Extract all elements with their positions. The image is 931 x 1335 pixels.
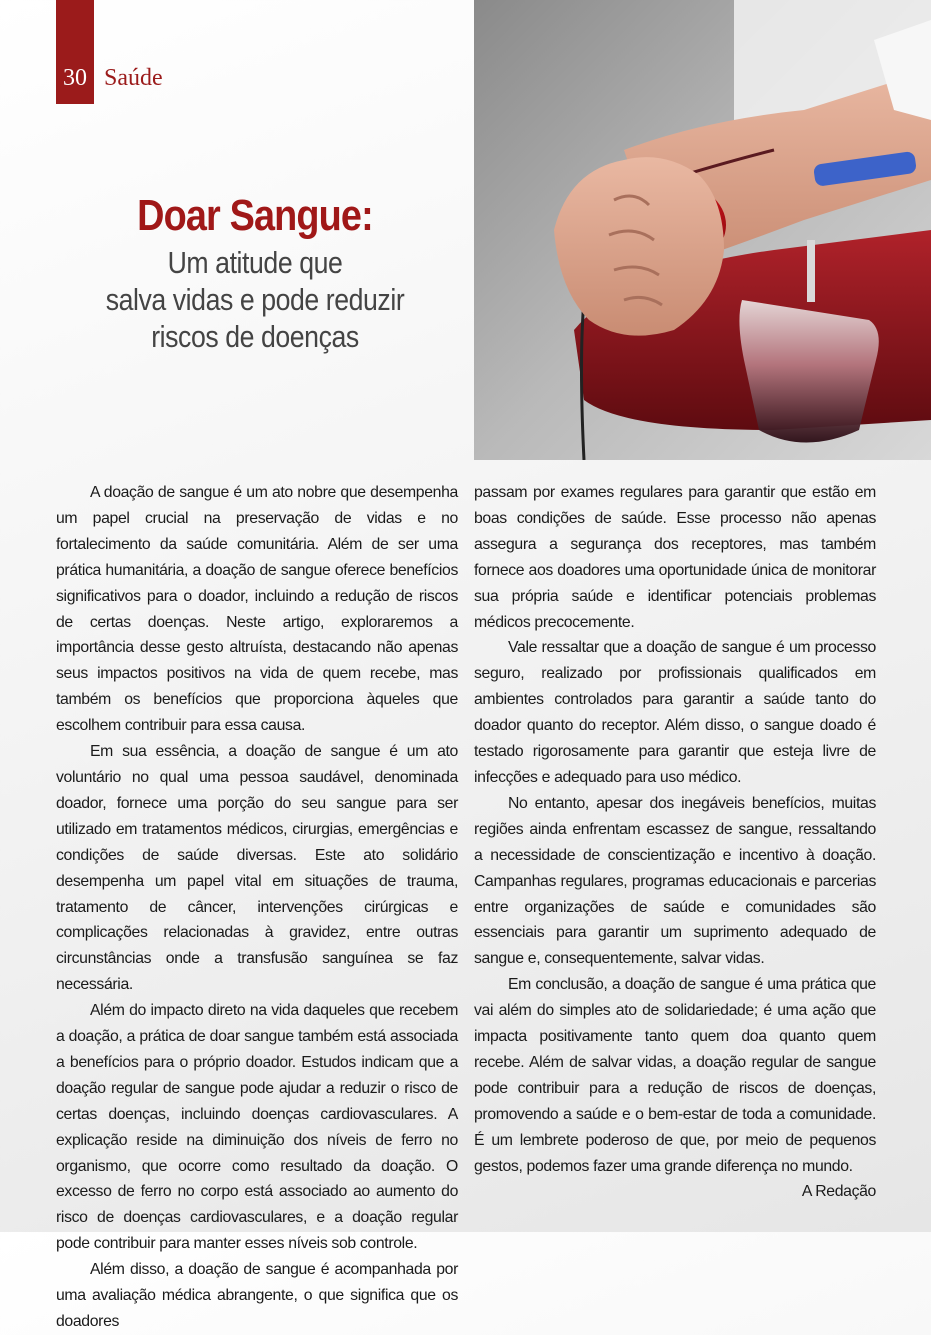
article-paragraph: A doação de sangue é um ato nobre que desempenha um papel crucial na preservação de vidas e no fortalecimento da saúde comunitária. Além de ser uma prática humanitária, a doação de sangue oferece benefícios significativos para o doador, incluindo a redução de riscos de certas doenças. Neste artigo, exploraremos a importância desse gesto altruísta, destacando não apenas seus impactos positivos na vida de quem recebe, mas também os benefícios que proporciona àqueles que escolhem contribuir para essa causa. [56, 484, 458, 735]
article-paragraph: Vale ressaltar que a doação de sangue é um processo seguro, realizado por profissionais qualificados em ambientes controlados para garantir a saúde tanto do doador quanto do receptor. Além disso, o sangue doado é testado rigorosamente para garantir que esteja livre de infecções e adequado para uso médico. [474, 639, 876, 786]
article-signature: A Redação [801, 1183, 876, 1201]
title-block [40, 188, 470, 355]
article-title: Doar Sangue: [137, 191, 373, 240]
article-paragraph-continued: passam por exames regulares para garantir que estão em boas condições de saúde. Esse processo não apenas assegura a segurança dos receptores, mas também fornece aos doadores uma oportunidade única de monitorar sua própria saúde e identificar potenciais problemas médicos precocemente. [474, 484, 876, 631]
subtitle-line: riscos de doenças [151, 319, 359, 354]
article-paragraph: Em conclusão, a doação de sangue é uma prática que vai além do simples ato de solidariedade; é uma ação que impacta positivamente tanto quem doa quanto quem recebe. Além de salvar vidas, a doação regular de sangue pode contribuir para a redução de riscos de doenças, promovendo a saúde e o bem-estar de toda a comunidade. É um lembrete poderoso de que, por meio de pequenos gestos, podemos fazer uma grande diferença no mundo. [474, 976, 876, 1175]
blood-donation-photo [474, 0, 931, 460]
article-subtitle [70, 244, 440, 355]
article-paragraph: Além do impacto direto na vida daqueles que recebem a doação, a prática de doar sangue também está associada a benefícios para o próprio doador. Estudos indicam que a doação regular de sangue pode ajudar a reduzir o risco de certas doenças, incluindo doenças cardiovasculares. A explicação reside na diminuição dos níveis de ferro no organismo, que ocorre como resultado da doação. O excesso de ferro no corpo está associado ao aumento do risco de doenças cardiovasculares, e a doação regular pode contribuir para manter esses níveis sob controle. [56, 1002, 458, 1253]
article-paragraph: Em sua essência, a doação de sangue é um ato voluntário no qual uma pessoa saudável, denominada doador, fornece uma porção do seu sangue para ser utilizado em tratamentos médicos, cirurgias, emergências e condições de saúde diversas. Este ato solidário desempenha um papel vital em situações de trauma, tratamento de câncer, intervenções cirúrgicas e complicações relacionadas à gravidez, entre outras circunstâncias onde a transfusão sanguínea se faz necessária. [56, 743, 458, 994]
subtitle-line: salva vidas e pode reduzir [105, 282, 405, 317]
section-name: Saúde [104, 65, 163, 91]
article-paragraph: Além disso, a doação de sangue é acompanhada por uma avaliação médica abrangente, o que significa que os doadores [56, 1261, 458, 1330]
article-paragraph: No entanto, apesar dos inegáveis benefícios, muitas regiões ainda enfrentam escassez de sangue, ressaltando a necessidade de conscientização e incentivo à doação. Campanhas regulares, programas educacionais e parcerias entre organizações de saúde e comunidades são essenciais para garantir um suprimento adequado de sangue e, consequentemente, salvar vidas. [474, 794, 876, 968]
page-number: 30 [63, 65, 87, 91]
article-column-left [56, 480, 458, 1335]
article-column-right [474, 480, 876, 1205]
subtitle-line: Um atitude que [167, 245, 343, 280]
